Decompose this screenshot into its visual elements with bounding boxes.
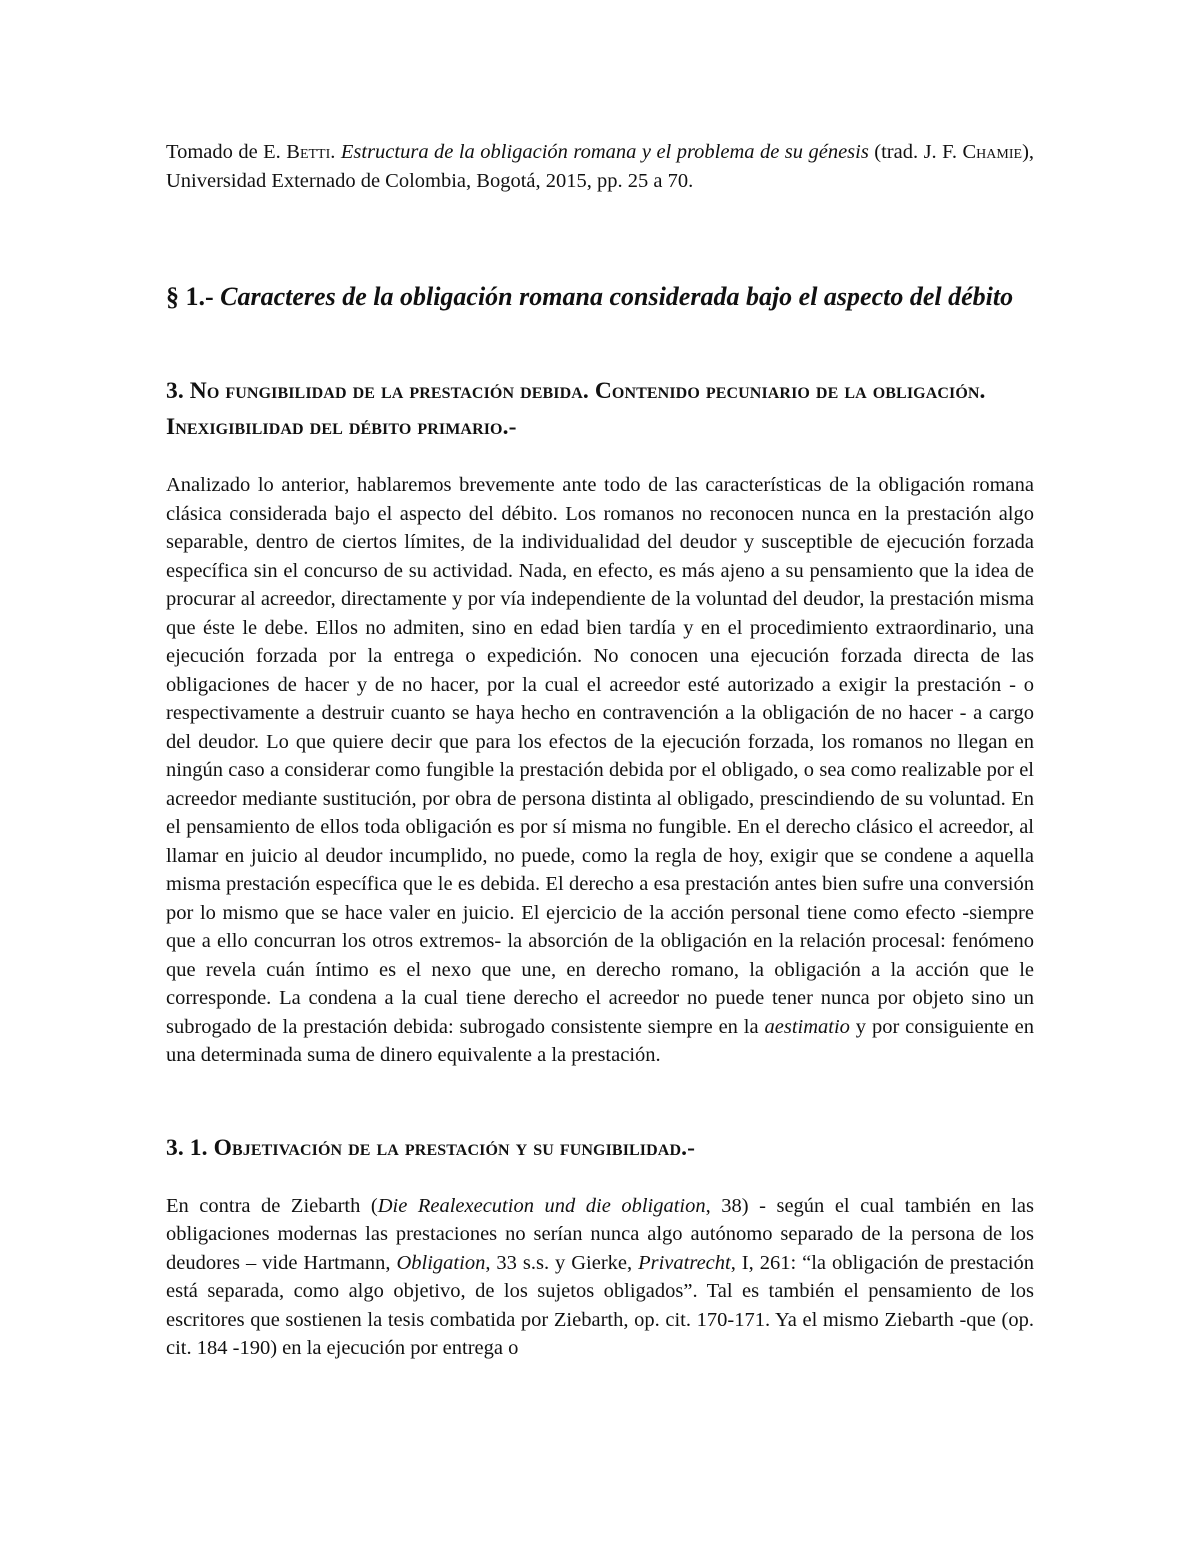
paragraph-1-text-a: Analizado lo anterior, hablaremos brevemente ante todo de las características de la obligación romana clásica considerada bajo el aspecto del débito. Los romanos no reconocen nunca en la prestación algo separable, dentro de ciertos límites, de la individualidad del deudor y susceptible de ejecución forzada específica sin el concurso de su actividad. Nada, en efecto, es más ajeno a su pensamiento que la idea de procurar al acreedor, directamente y por vía independiente de la voluntad del deudor, la prestación misma que éste le debe. Ellos no admiten, sino en edad bien tardía y en el procedimiento extraordinario, una ejecución forzada por la entrega o expedición. No conocen una ejecución forzada directa de las obligaciones de hacer y de no hacer, por la cual el acreedor esté autorizado a exigir la prestación - o respectivamente a destruir cuanto se haya hecho en contravención a la obligación de no hacer - a cargo del deudor. Lo que quiere decir que para los efectos de la ejecución forzada, los romanos no llegan en ningún caso a considerar como fungible la prestación debida por el obligado, o sea como realizable por el acreedor mediante sustitución, por obra de persona distinta al obligado, prescindiendo de su voluntad. En el pensamiento de ellos toda obligación es por sí misma no fungible. En el derecho clásico el acreedor, al llamar en juicio al deudor incumplido, no puede, como la regla de hoy, exigir que se condene a aquella misma prestación específica que le es debida. El derecho a esa prestación antes bien sufre una conversión por lo mismo que se hace valer en juicio. El ejercicio de la acción personal tiene como efecto -siempre que a ello concurran los otros extremos- la absorción de la obligación en la relación procesal: fenómeno que revela cuán íntimo es el nexo que une, en derecho romano, la obligación a la acción que le corresponde. La condena a la cual tiene derecho el acreedor no puede tener nunca por objeto sino un subrogado de la prestación debida: subrogado consistente siempre en la	[166, 474, 1034, 1038]
paragraph-1-italic-term: aestimatio	[764, 1015, 850, 1038]
citation-book-title: Estructura de la obligación romana y el problema de su génesis	[340, 141, 869, 163]
section-number: § 1.-	[166, 282, 221, 311]
subheading-3-1: 3. 1. Objetivación de la prestación y su fungibilidad.-	[166, 1134, 695, 1161]
paragraph-1-text-b: y por consiguiente en una determinada suma de dinero equivalente a la prestación.	[166, 1015, 1034, 1066]
body-paragraph-1	[166, 471, 1034, 1070]
citation-translator: Chamie	[962, 141, 1023, 163]
paragraph-2-text-4: , I, 261: “la obligación de prestación está separada, como algo objetivo, de los sujetos obligados”. Tal es también el pensamiento de los escritores que sostienen la tesis combatida por Ziebarth, op. cit. 170-171. Ya el mismo Ziebarth -que (op. cit. 184 -190) en la ejecución por entrega o	[166, 1251, 1035, 1359]
citation-separator: .	[330, 141, 341, 163]
citation-publication-details: ), Universidad Externado de Colombia, Bogotá, 2015, pp. 25 a 70.	[166, 141, 1035, 192]
section-title: Caracteres de la obligación romana considerada bajo el aspecto del débito	[220, 282, 1014, 311]
paragraph-2-work-title-3: Privatrecht	[638, 1251, 731, 1274]
source-citation	[166, 138, 1034, 195]
paragraph-2-work-title-1: Die Realexecution und die obligation	[377, 1194, 706, 1217]
document-body	[166, 138, 1034, 1363]
paragraph-2-text-3: , 33 s.s. y Gierke,	[485, 1251, 639, 1274]
section-heading	[166, 279, 1034, 315]
paragraph-2-work-title-2: Obligation	[396, 1251, 486, 1274]
citation-prefix: Tomado de E.	[166, 141, 287, 163]
paragraph-2-text-1: En contra de Ziebarth (	[166, 1194, 378, 1217]
citation-author: Betti	[286, 141, 331, 163]
paragraph-2-text-2: , 38) - según el cual también en las obligaciones modernas las prestaciones no serían nunca algo autónomo separado de la persona de los deudores – vide Hartmann,	[166, 1194, 1035, 1274]
subheading-3: 3. No fungibilidad de la prestación debida. Contenido pecuniario de la obligación. Inexigibilidad del débito primario.-	[166, 378, 986, 440]
citation-translation-prefix: (trad. J. F.	[868, 141, 963, 163]
body-paragraph-2	[166, 1192, 1034, 1363]
